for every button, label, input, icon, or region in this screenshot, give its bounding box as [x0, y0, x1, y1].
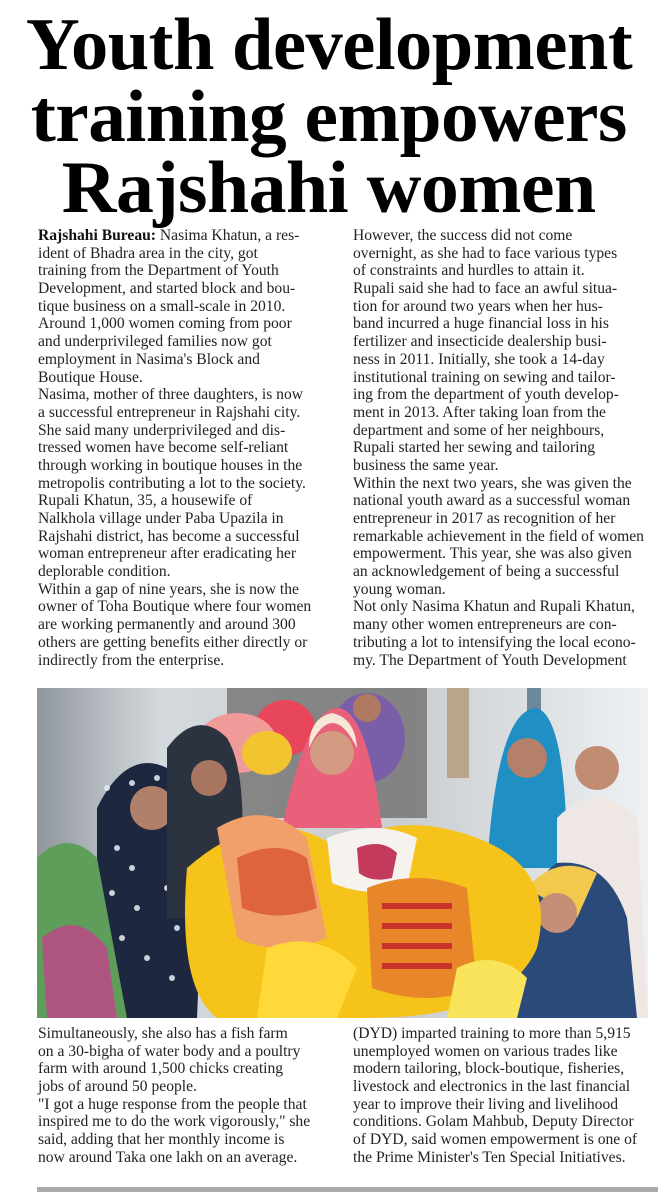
article-text-line: training from the Department of Youth [38, 262, 279, 280]
article-text-line: unemployed women on various trades like [353, 1042, 618, 1060]
dateline: Rajshahi Bureau: [38, 227, 156, 244]
article-text-line: on a 30-bigha of water body and a poultry [38, 1042, 301, 1060]
article-text-line: young woman. [353, 580, 446, 598]
article-text-line: through working in boutique houses in the [38, 456, 303, 474]
article-text-line: many other women entrepreneurs are con- [353, 616, 617, 634]
article-text-line: an acknowledgement of being a successful [353, 563, 620, 581]
article-text-line: However, the success did not come [353, 227, 573, 244]
article-text-line: of DYD, said women empowerment is one of [353, 1131, 638, 1149]
article-text-line: others are getting benefits either directly or [38, 633, 308, 651]
article-text-line: conditions. Golam Mahbub, Deputy Director [353, 1113, 634, 1131]
article-text-line: overnight, as she had to face various types [353, 244, 618, 262]
article-text-line: indirectly from the enterprise. [38, 651, 225, 669]
article-text-line: a successful entrepreneur in Rajshahi city. [38, 403, 301, 421]
article-text-line: Within a gap of nine years, she is now the [38, 580, 299, 598]
headline-line [0, 147, 658, 229]
article-text-line: Simultaneously, she also has a fish farm [38, 1025, 288, 1042]
article-text-line: woman entrepreneur after eradicating her [38, 545, 297, 563]
headline-line-text: Rajshahi women [62, 147, 596, 229]
article-text-line: said, adding that her monthly income is [38, 1131, 285, 1149]
article-text-line: Rupali said she had to face an awful situa- [353, 280, 618, 298]
article-text-line: year to improve their living and livelihood [353, 1095, 619, 1113]
bottom-rule [37, 1187, 658, 1192]
article-text-line: empowerment. This year, she was also given [353, 545, 632, 563]
article-column-top-right [353, 227, 649, 669]
headline-line-text: training empowers [30, 76, 628, 158]
article-text-line: modern tailoring, block-boutique, fisheries, [353, 1060, 625, 1078]
article-text-line: tique business on a small-scale in 2010. [38, 297, 286, 315]
article-text-line: ing from the department of youth develop- [353, 386, 619, 404]
article-text-line: entrepreneur in 2017 as recognition of her [353, 510, 616, 527]
article-text-line: remarkable achievement in the field of women [353, 527, 644, 545]
article-text-line: Nalkhola village under Paba Upazila in [38, 510, 284, 527]
article-text-line: institutional training on sewing and tailor- [353, 368, 616, 386]
article-text-line: Within the next two years, she was given the [353, 474, 632, 492]
article-text-line: department and some of her neighbours, [353, 421, 605, 439]
headline-line [0, 4, 658, 86]
article-text-line: national youth award as a successful woman [353, 492, 631, 510]
article-text-line: my. The Department of Youth Development [353, 651, 627, 669]
article-text-line: employment in Nasima's Block and [38, 350, 260, 368]
article-text-line: Nasima, mother of three daughters, is now [38, 386, 304, 404]
women-sewing-photo [37, 688, 648, 1018]
article-text-line: and underprivileged families now got [38, 333, 272, 351]
article-text-line: Development, and started block and bou- [38, 280, 296, 298]
article-text-line: Rajshahi district, has become a successful [38, 527, 300, 545]
article-text-line: the Prime Minister's Ten Special Initiatives. [353, 1148, 626, 1166]
article-text-line: Rupali started her sewing and tailoring [353, 439, 596, 457]
article-text-line: tressed women have become self-reliant [38, 439, 289, 457]
article-text-line: Rupali Khatun, 35, a housewife of [38, 492, 253, 510]
article-text-line: She said many underprivileged and dis- [38, 421, 286, 439]
article-column-bottom-right [353, 1025, 649, 1167]
article-text-line: ident of Bhadra area in the city, got [38, 244, 258, 262]
article-text-line: livestock and electronics in the last financial [353, 1078, 631, 1096]
article-column-top-left [38, 227, 338, 669]
article-text-line: of constraints and hurdles to attain it. [353, 262, 585, 280]
article-text-line: (DYD) imparted training to more than 5,915 [353, 1025, 631, 1042]
article-text-line: Boutique House. [38, 368, 143, 386]
article-text-line: farm with around 1,500 chicks creating [38, 1060, 284, 1078]
article-column-bottom-left [38, 1025, 338, 1167]
article-text-line: owner of Toha Boutique where four women [38, 598, 312, 616]
article-text-line: "I got a huge response from the people that [38, 1095, 307, 1113]
article-photo [37, 688, 648, 1018]
article-text-line: Not only Nasima Khatun and Rupali Khatun, [353, 598, 635, 616]
article-text-line: tributing a lot to intensifying the local econo- [353, 633, 636, 651]
headline-line-text: Youth development [25, 4, 633, 86]
article-text-line: metropolis contributing a lot to the society. [38, 474, 306, 492]
article-text-line: inspired me to do the work vigorously," she [38, 1113, 311, 1131]
article-text-line: deplorable condition. [38, 563, 171, 581]
article-text-line: ment in 2013. After taking loan from the [353, 403, 606, 421]
article-text-line: jobs of around 50 people. [38, 1078, 197, 1096]
article-text-line: business the same year. [353, 456, 499, 474]
article-text-line: band incurred a huge financial loss in his [353, 315, 609, 333]
article-text-line: are working permanently and around 300 [38, 616, 296, 634]
article-text-line [38, 227, 338, 245]
article-text-line: now around Taka one lakh on an average. [38, 1148, 298, 1166]
article-text: Nasima Khatun, a res- [156, 227, 300, 244]
article-text-line: tion for around two years when her hus- [353, 297, 603, 315]
headline-line [0, 76, 658, 158]
article-text-line: Around 1,000 women coming from poor [38, 315, 292, 333]
article-text-line: ness in 2011. Initially, she took a 14-day [353, 350, 605, 368]
article-text-line: fertilizer and insecticide dealership busi- [353, 333, 607, 351]
